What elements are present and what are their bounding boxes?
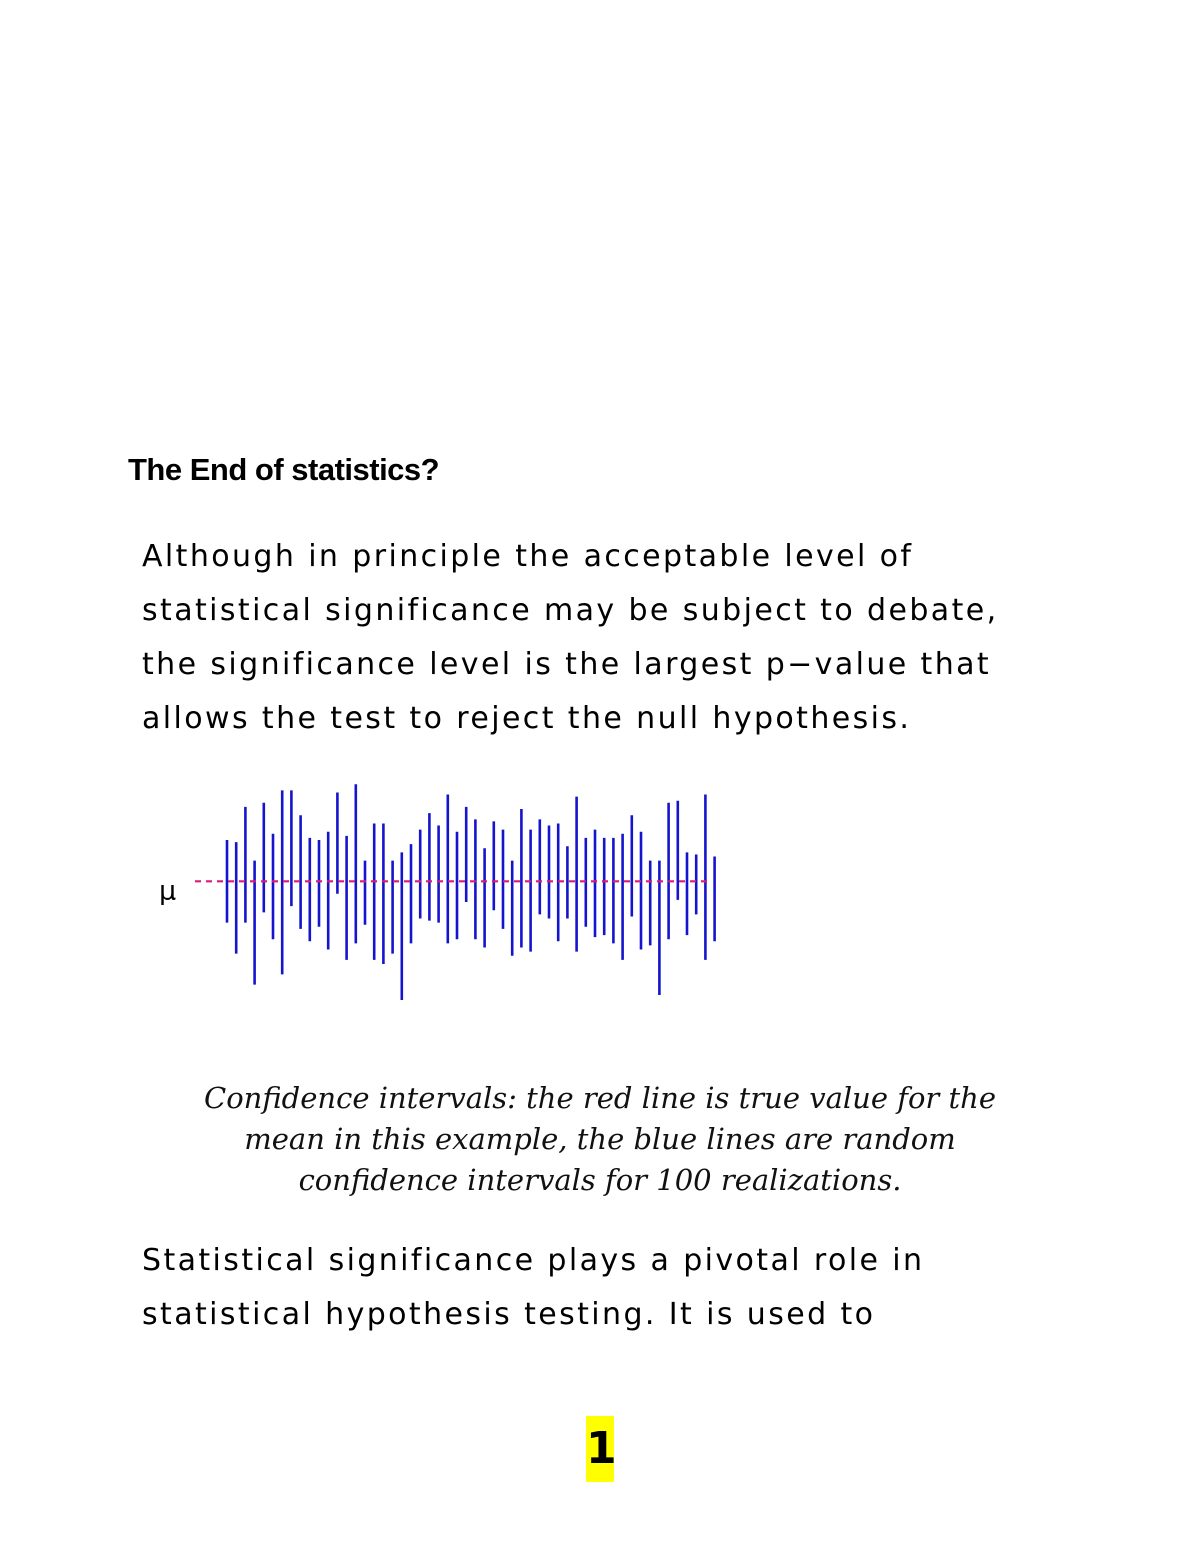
- mean-label: μ: [159, 875, 177, 907]
- caption-line: confidence intervals for 100 realizations.: [298, 1163, 902, 1197]
- paragraph-line: statistical hypothesis testing. It is used to: [142, 1297, 876, 1332]
- paragraph-line: the significance level is the largest p−value that: [142, 647, 992, 682]
- paragraph-line: Although in principle the acceptable level of: [142, 539, 914, 574]
- caption-line: Confidence intervals: the red line is true value for the: [204, 1081, 996, 1115]
- interval-bars: [227, 784, 720, 1000]
- confidence-interval-chart: [150, 770, 720, 1000]
- paragraph-line: statistical significance may be subject to debate,: [142, 593, 999, 628]
- page-heading: The End of statistics?: [128, 452, 440, 487]
- figure-caption: [100, 1078, 1100, 1201]
- paragraph-line: Statistical significance plays a pivotal role in: [142, 1243, 925, 1278]
- page-number: 1: [586, 1416, 614, 1482]
- paragraph-line: allows the test to reject the null hypothesis.: [142, 701, 912, 736]
- intro-paragraph: [142, 530, 1142, 746]
- caption-line: mean in this example, the blue lines are random: [244, 1122, 956, 1156]
- second-paragraph: [142, 1234, 1142, 1342]
